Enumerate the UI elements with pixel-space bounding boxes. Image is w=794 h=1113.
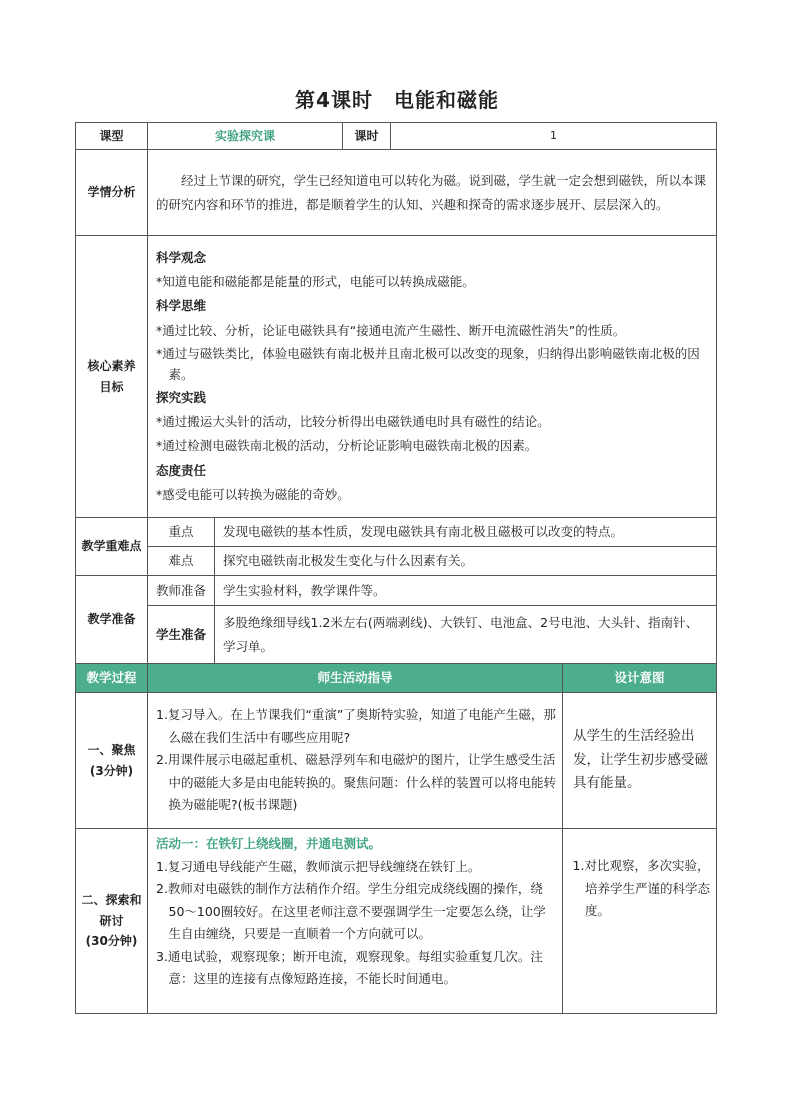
goal-heading: 科学思维 <box>156 298 207 314</box>
difficult-point-row <box>76 547 717 576</box>
lesson-hours-label: 课时 <box>343 123 391 150</box>
activity-title: 活动一：在铁钉上绕线圈，并通电测试。 <box>156 836 382 851</box>
lesson-type-label: 课型 <box>76 123 148 150</box>
difficult-point-text: 探究电磁铁南北极发生变化与什么因素有关。 <box>215 547 717 576</box>
goal-heading: 态度责任 <box>156 462 207 478</box>
goals-content <box>148 236 717 518</box>
process-header-stage: 教学过程 <box>76 664 148 693</box>
goal-item: *通过与磁铁类比，体验电磁铁有南北极并且南北极可以改变的现象，归纳得出影响磁铁南北极的因素。 <box>156 346 700 383</box>
lesson-type-row <box>76 123 717 150</box>
teacher-prep-row <box>76 576 717 606</box>
analysis-row <box>76 150 717 236</box>
teacher-prep-text: 学生实验材料，教学课件等。 <box>215 576 717 606</box>
stage2-item: 1.复习通电导线能产生磁，教师演示把导线缠绕在铁钉上。 <box>156 858 481 874</box>
student-prep-label: 学生准备 <box>148 606 215 664</box>
keypoints-label: 教学重难点 <box>76 518 148 576</box>
stage1-label <box>76 693 148 829</box>
goals-label-line2: 目标 <box>99 379 124 394</box>
stage1-label-line1: 一、聚焦 <box>87 743 136 758</box>
stage2-label-line2: 研讨 <box>99 913 124 928</box>
lesson-type-value: 实验探究课 <box>148 123 343 150</box>
stage1-content <box>148 693 563 829</box>
goal-item: *通过搬运大头针的活动，比较分析得出电磁铁通电时具有磁性的结论。 <box>156 413 550 429</box>
process-header-intent: 设计意图 <box>563 664 717 693</box>
key-point-text: 发现电磁铁的基本性质，发现电磁铁具有南北极且磁极可以改变的特点。 <box>215 518 717 547</box>
analysis-text: 经过上节课的研究，学生已经知道电可以转化为磁。说到磁，学生就一定会想到磁铁，所以本课的研究内容和环节的推进，都是顺着学生的认知、兴趣和探奇的需求逐步展开、层层深入的。 <box>148 150 717 236</box>
goal-heading: 探究实践 <box>156 389 207 405</box>
stage1-item: 1.复习导入。在上节课我们“重演”了奥斯特实验，知道了电能产生磁，那么磁在我们生活中有哪些应用呢? <box>156 707 556 745</box>
goals-row <box>76 236 717 518</box>
stage2-content <box>148 829 563 1014</box>
goals-label <box>76 236 148 518</box>
stage2-item: 3.通电试验，观察现象；断开电流，观察现象。每组实验重复几次。注意：这里的连接有点像短路连接，不能长时间通电。 <box>156 948 543 986</box>
process-header-activity: 师生活动指导 <box>148 664 563 693</box>
goal-item: *通过检测电磁铁南北极的活动，分析论证影响电磁铁南北极的因素。 <box>156 438 538 454</box>
student-prep-text: 多股绝缘细导线1.2米左右(两端剥线)、大铁钉、电池盒、2号电池、大头针、指南针、学习单。 <box>215 606 717 664</box>
lesson-hours-value: 1 <box>391 123 717 150</box>
stage2-label-line3: (30分钟) <box>85 934 138 949</box>
stage2-label-line1: 二、探索和 <box>81 893 142 908</box>
stage1-row <box>76 693 717 829</box>
key-point-row <box>76 518 717 547</box>
stage2-label <box>76 829 148 1014</box>
goals-label-line1: 核心素养 <box>87 359 136 374</box>
process-header-row <box>76 664 717 693</box>
stage2-item: 2.教师对电磁铁的制作方法稍作介绍。学生分组完成绕线圈的操作，绕50～100圈较好。在这里老师注意不要强调学生一定要怎么绕，让学生自由缠绕，只要是一直顺着一个方向就可以。 <box>156 881 546 941</box>
goal-item: *感受电能可以转换为磁能的奇妙。 <box>156 487 350 503</box>
teacher-prep-label: 教师准备 <box>148 576 215 606</box>
page-title: 第4课时 电能和磁能 <box>295 88 499 112</box>
stage1-intent: 从学生的生活经验出发，让学生初步感受磁具有能量。 <box>563 693 717 829</box>
stage1-label-line2: (3分钟) <box>89 763 134 778</box>
goal-item: *知道电能和磁能都是能量的形式，电能可以转换成磁能。 <box>156 273 475 289</box>
key-point-label: 重点 <box>148 518 215 547</box>
stage1-item: 2.用课件展示电磁起重机、磁悬浮列车和电磁炉的图片，让学生感受生活中的磁能大多是由电能转换的。聚焦问题：什么样的装置可以将电能转换为磁能呢?(板书课题) <box>156 752 557 813</box>
prep-label: 教学准备 <box>76 576 148 664</box>
goal-item: *通过比较、分析，论证电磁铁具有“接通电流产生磁性、断开电流磁性消失”的性质。 <box>156 322 626 338</box>
goal-heading: 科学观念 <box>156 249 207 265</box>
stage2-row <box>76 829 717 1014</box>
analysis-label: 学情分析 <box>76 150 148 236</box>
student-prep-row <box>76 606 717 664</box>
stage2-intent: 1.对比观察，多次实验，培养学生严谨的科学态度。 <box>563 829 717 1014</box>
difficult-point-label: 难点 <box>148 547 215 576</box>
lesson-plan-table <box>75 122 717 1014</box>
